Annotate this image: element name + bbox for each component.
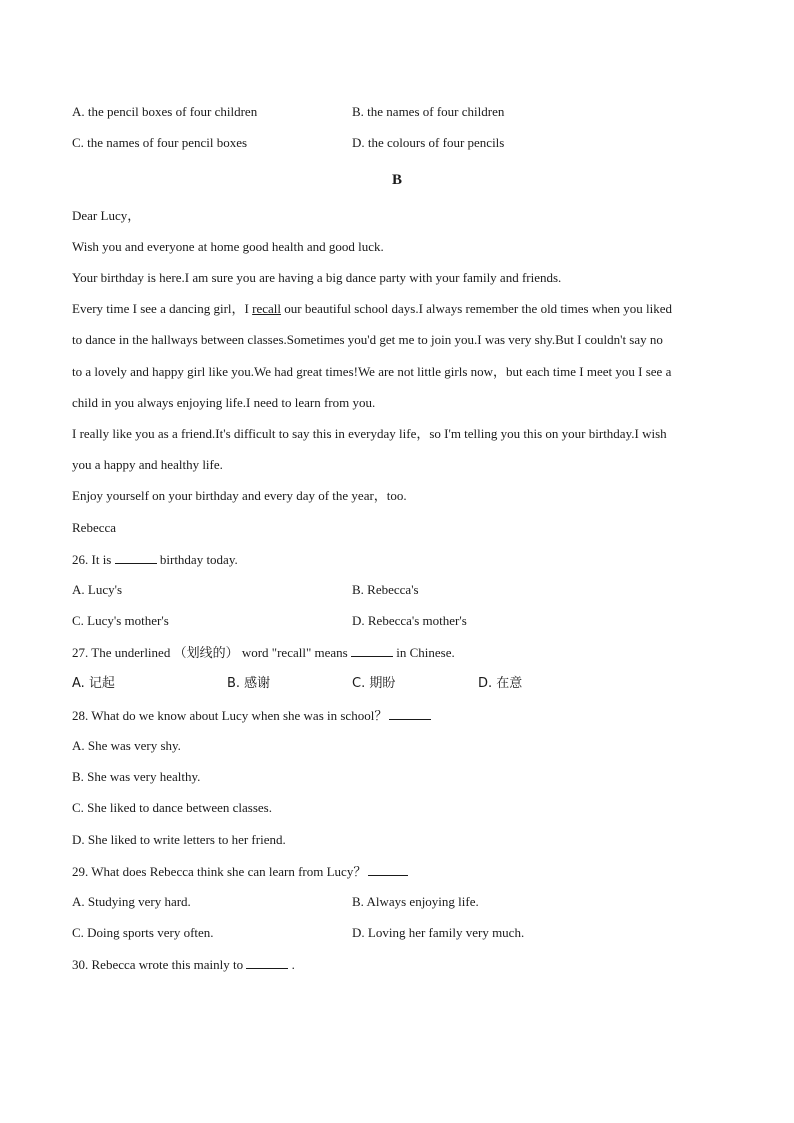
question-text: . <box>288 957 295 972</box>
letter-greeting: Dear Lucy， <box>72 208 141 223</box>
question-text: 28. What do we know about Lucy when she was in school？ <box>72 708 388 723</box>
letter-text: our beautiful school days.I always remember the old times when you liked <box>281 301 672 316</box>
question-27-option-a[interactable]: A. 记起 <box>72 676 115 691</box>
question-28-stem <box>72 707 431 724</box>
prev-option-c: C. the names of four pencil boxes <box>72 135 248 150</box>
question-text: 27. The underlined （划线的） word "recall" means <box>72 645 351 660</box>
question-29-option-a[interactable]: A. Studying very hard. <box>72 894 191 909</box>
question-28-option-d[interactable]: D. She liked to write letters to her friend. <box>72 832 286 847</box>
letter-paragraph-5: Enjoy yourself on your birthday and every day of the year，too. <box>72 488 407 503</box>
question-26-stem <box>72 551 238 568</box>
answer-blank[interactable] <box>246 956 288 969</box>
question-text: 26. It is <box>72 552 115 567</box>
question-28-option-b[interactable]: B. She was very healthy. <box>72 769 201 784</box>
question-29-option-d[interactable]: D. Loving her family very much. <box>352 925 525 940</box>
letter-paragraph-1: Wish you and everyone at home good health and good luck. <box>72 239 384 254</box>
question-27-option-b[interactable]: B. 感谢 <box>227 676 271 691</box>
letter-paragraph-3-line-1 <box>72 301 672 317</box>
question-26-option-a[interactable]: A. Lucy's <box>72 582 123 597</box>
prev-option-a: A. the pencil boxes of four children <box>72 104 258 119</box>
letter-paragraph-2: Your birthday is here.I am sure you are having a big dance party with your family and friends. <box>72 270 562 285</box>
question-29-stem <box>72 863 408 880</box>
question-text: in Chinese. <box>392 645 455 660</box>
letter-paragraph-3-line-3: to a lovely and happy girl like you.We had great times!We are not little girls now，but each time I meet you I see a <box>72 364 672 379</box>
question-29-option-c[interactable]: C. Doing sports very often. <box>72 925 214 940</box>
question-27-option-c[interactable]: C. 期盼 <box>352 676 396 691</box>
question-26-option-c[interactable]: C. Lucy's mother's <box>72 613 169 628</box>
question-26-option-b[interactable]: B. Rebecca's <box>352 582 419 597</box>
letter-paragraph-3-line-2: to dance in the hallways between classes.Sometimes you'd get me to join you.I was very shy.But I couldn't say no <box>72 332 663 347</box>
section-title: B <box>391 172 402 188</box>
prev-option-d: D. the colours of four pencils <box>352 135 505 150</box>
question-30-stem <box>72 956 295 973</box>
answer-blank[interactable] <box>115 551 157 564</box>
question-text: 30. Rebecca wrote this mainly to <box>72 957 247 972</box>
answer-blank[interactable] <box>389 707 431 720</box>
letter-paragraph-4-line-1: I really like you as a friend.It's difficult to say this in everyday life，so I'm telling you this on your birthday.I wish <box>72 426 667 441</box>
letter-signature: Rebecca <box>72 520 117 535</box>
question-text: 29. What does Rebecca think she can learn from Lucy？ <box>72 864 367 879</box>
letter-text: Every time I see a dancing girl，I <box>72 301 253 316</box>
question-26-option-d[interactable]: D. Rebecca's mother's <box>352 613 467 628</box>
question-27-stem <box>72 644 455 661</box>
letter-paragraph-3-line-4: child in you always enjoying life.I need to learn from you. <box>72 395 376 410</box>
question-text: birthday today. <box>156 552 238 567</box>
question-28-option-c[interactable]: C. She liked to dance between classes. <box>72 800 272 815</box>
underlined-word-recall: recall <box>252 301 282 316</box>
prev-option-b: B. the names of four children <box>352 104 505 119</box>
letter-paragraph-4-line-2: you a happy and healthy life. <box>72 457 223 472</box>
question-27-option-d[interactable]: D. 在意 <box>478 676 523 691</box>
question-29-option-b[interactable]: B. Always enjoying life. <box>352 894 479 909</box>
question-28-option-a[interactable]: A. She was very shy. <box>72 738 181 753</box>
answer-blank[interactable] <box>368 863 408 876</box>
answer-blank[interactable] <box>351 644 393 657</box>
